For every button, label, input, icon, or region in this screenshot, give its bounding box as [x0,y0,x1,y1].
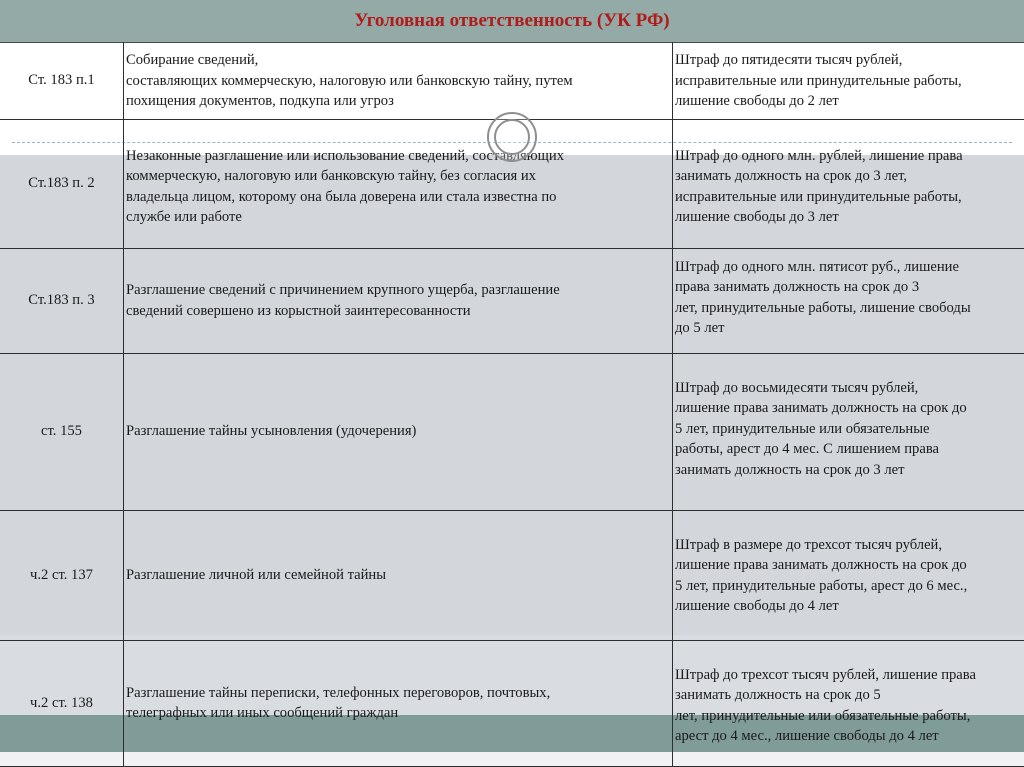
article-cell: ст. 155 [0,353,124,510]
slide-title: Уголовная ответственность (УК РФ) [0,0,1024,43]
description-line: сведений совершено из корыстной заинтересованности [126,302,471,319]
penalty-line: арест до 4 мес., лишение свободы до 4 лет [675,728,939,744]
description-cell [124,119,673,248]
table-row [0,510,1024,640]
description-line: Разглашение тайны усыновления (удочерения) [126,423,417,440]
penalty-line: 5 лет, принудительные или обязательные [675,420,930,437]
description-cell [124,640,673,766]
penalty-line: лишение права занимать должность на срок до [675,557,967,573]
penalty-line: исправительные или принудительные работы, [675,72,962,89]
penalty-line: Штраф до трехсот тысяч рублей, лишение права [675,666,976,683]
description-line: службе или работе [126,209,242,225]
penalty-line: исправительные или принудительные работы, [675,188,962,205]
penalty-cell [673,640,1024,766]
description-cell [124,248,673,353]
penalty-cell [673,248,1024,353]
penalty-line: работы, арест до 4 мес. С лишением права [675,441,939,457]
penalty-line: Штраф до пятидесяти тысяч рублей, [675,52,903,68]
article-cell: ч.2 ст. 137 [0,510,124,640]
description-line: Незаконные разглашение или использование сведений, составляющих [126,147,565,164]
penalty-line: лет, принудительные работы, лишение свободы [675,299,971,316]
penalty-line: лишение свободы до 2 лет [675,93,839,109]
penalty-line: лишение права занимать должность на срок до [675,400,967,416]
penalty-cell [673,510,1024,640]
penalty-line: права занимать должность на срок до 3 [675,279,920,295]
penalty-line: Штраф в размере до трехсот тысяч рублей, [675,536,943,553]
description-line: Собирание сведений, [126,52,259,68]
description-line: коммерческую, налоговую или банковскую тайну, без согласия их [126,168,536,184]
penalty-line: занимать должность на срок до 3 лет, [675,168,908,184]
penalty-line: лишение свободы до 4 лет [675,598,839,614]
penalty-line: до 5 лет [675,320,725,336]
penalty-cell [673,42,1024,119]
penalty-line: Штраф до восьмидесяти тысяч рублей, [675,379,919,396]
penalty-line: занимать должность на срок до 3 лет [675,461,905,478]
article-cell: Ст. 183 п.1 [0,42,124,119]
description-cell [124,510,673,640]
penalty-line: 5 лет, принудительные работы, арест до 6 мес., [675,577,968,594]
article-cell: Ст.183 п. 3 [0,248,124,353]
penalty-cell [673,353,1024,510]
description-line: Разглашение сведений с причинением крупного ущерба, разглашение [126,282,560,298]
description-line: телеграфных или иных сообщений граждан [126,705,399,721]
description-line: составляющих коммерческую, налоговую или банковскую тайну, путем [126,72,573,89]
table-row [0,248,1024,353]
penalty-line: Штраф до одного млн. рублей, лишение права [675,147,963,164]
table-row [0,42,1024,119]
description-line: Разглашение тайны переписки, телефонных переговоров, почтовых, [126,684,551,701]
description-line: Разглашение личной или семейной тайны [126,566,387,583]
penalty-line: Штраф до одного млн. пятисот руб., лишение [675,258,959,275]
table-row [0,353,1024,510]
article-cell: Ст.183 п. 2 [0,119,124,248]
slide-ring-marker [487,112,537,162]
penalty-cell [673,119,1024,248]
penalty-line: занимать должность на срок до 5 [675,687,881,703]
penalty-line: лет, принудительные или обязательные работы, [675,707,971,724]
description-cell [124,353,673,510]
description-line: владельца лицом, которому она была доверена или стала известна по [126,188,557,205]
article-cell: ч.2 ст. 138 [0,640,124,766]
penalty-line: лишение свободы до 3 лет [675,209,839,225]
description-line: похищения документов, подкупа или угроз [126,93,394,109]
table-row [0,640,1024,766]
description-cell [124,42,673,119]
